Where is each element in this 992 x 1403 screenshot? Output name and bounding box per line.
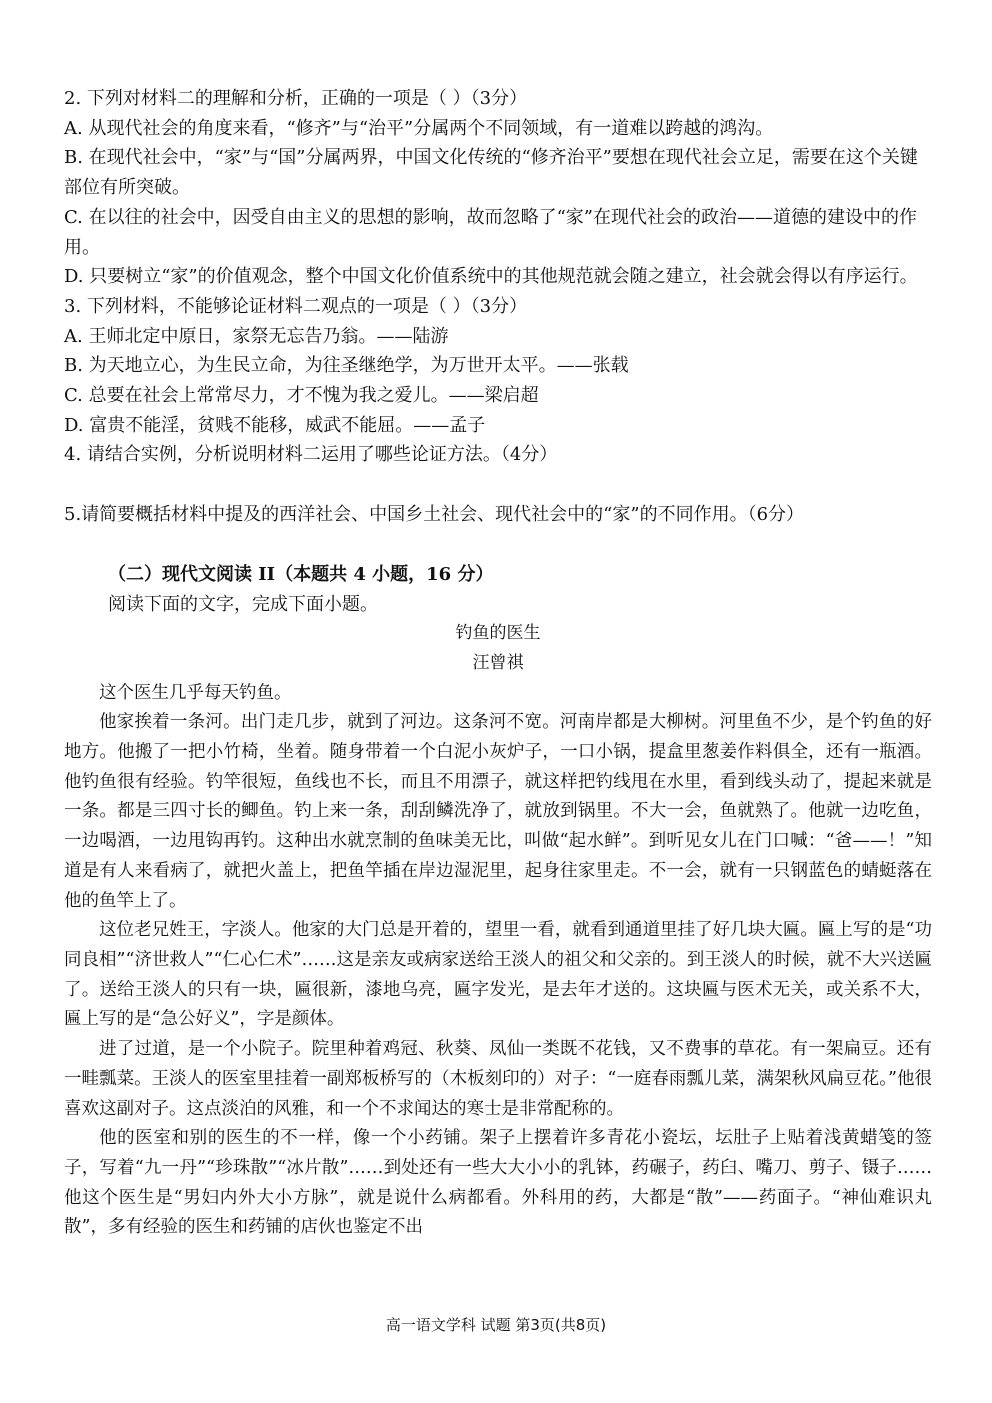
q2-option-a: A. 从现代社会的角度来看，“修齐”与“治平”分属两个不同领域，有一道难以跨越的鸿沟。 (64, 117, 774, 139)
story-title: 钓鱼的医生 (455, 623, 541, 644)
story-paragraph: 他家挨着一条河。出门走几步，就到了河边。这条河不宽。河南岸都是大柳树。河里鱼不少，是个钓鱼的好地方。他搬了一把小竹椅，坐着。随身带着一个白泥小灰炉子，一口小锅，提盒里葱姜作料俱全，还有一瓶酒。他钓鱼很有经验。钓竿很短，鱼线也不长，而且不用漂子，就这样把钓线甩在水里，看到线头动了，提起来就是一条。都是三四寸长的鲫鱼。钓上来一条，刮刮鳞洗净了，就放到锅里。不大一会，鱼就熟了。他就一边吃鱼，一边喝酒，一边甩钩再钓。这种出水就烹制的鱼味美无比，叫做“起水鲜”。到听见女儿在门口喊：“爸——！”知道是有人来看病了，就把火盖上，把鱼竿插在岸边湿泥里，起身往家里走。不一会，就有一只钢蓝色的蜻蜓落在他的鱼竿上了。 (64, 712, 932, 911)
q2-option-c: C. 在以往的社会中，因受自由主义的思想的影响，故而忽略了“家”在现代社会的政治——道德的建设中的作用。 (64, 206, 917, 258)
story-paragraph: 这个医生几乎每天钓鱼。 (99, 682, 292, 703)
story-paragraph: 这位老兄姓王，字淡人。他家的大门总是开着的，望里一看，就看到通道里挂了好几块大匾。匾上写的是“功同良相”“济世救人”“仁心仁术”……这是亲友或病家送给王淡人的祖父和父亲的。到王淡人的时候，就不大兴送匾了。送给王淡人的只有一块，匾很新，漆地乌亮，匾字发光，是去年才送的。这块匾与医术无关，或关系不大，匾上写的是“急公好义”，字是颜体。 (64, 920, 932, 1030)
q3-option-d: D. 富贵不能淫，贫贱不能移，威武不能屈。——孟子 (64, 414, 486, 436)
q3-option-a: A. 王师北定中原日，家祭无忘告乃翁。——陆游 (64, 325, 449, 347)
q5-stem: 5.请简要概括材料中提及的西洋社会、中国乡土社会、现代社会中的“家”的不同作用。（6分） (64, 504, 805, 526)
q3-option-c: C. 总要在社会上常常尽力，才不愧为我之爱儿。——梁启超 (64, 385, 539, 407)
section-instruction: 阅读下面的文字，完成下面小题。 (108, 593, 378, 615)
exam-page (64, 84, 932, 1243)
q2-option-d: D. 只要树立“家”的价值观念，整个中国文化价值系统中的其他规范就会随之建立，社会就会得以有序运行。 (64, 266, 918, 288)
section-title: （二）现代文阅读 II（本题共 4 小题，16 分） (108, 563, 494, 585)
story-body (64, 679, 932, 1243)
q2-stem: 2. 下列对材料二的理解和分析，正确的一项是（ ）（3分） (64, 88, 528, 109)
story-paragraph: 他的医室和别的医生的不一样，像一个小药铺。架子上摆着许多青花小瓷坛，坛肚子上贴着浅黄蜡笺的签子，写着“九一丹”“珍珠散”“冰片散”……到处还有一些大大小小的乳钵，药碾子，药臼、嘴刀、剪子、镊子……他这个医生是“男妇内外大小方脉”，就是说什么病都看。外科用的药，大都是“散”——药面子。“神仙难识丸散”，多有经验的医生和药铺的店伙也鉴定不出 (64, 1128, 932, 1238)
story-author: 汪曾祺 (472, 652, 524, 673)
q4-stem: 4. 请结合实例，分析说明材料二运用了哪些论证方法。（4分） (64, 444, 558, 466)
q3-option-b: B. 为天地立心，为生民立命，为往圣继绝学，为万世开太平。——张载 (64, 355, 629, 377)
story-paragraph: 进了过道，是一个小院子。院里种着鸡冠、秋葵、凤仙一类既不花钱，又不费事的草花。有一架扁豆。还有一畦瓢菜。王淡人的医室里挂着一副郑板桥写的（木板刻印的）对子：“一庭春雨瓢儿菜，满架秋风扁豆花。”他很喜欢这副对子。这点淡泊的风雅，和一个不求闻达的寒士是非常配称的。 (64, 1039, 932, 1119)
q2-option-b: B. 在现代社会中，“家”与“国”分属两界，中国文化传统的“修齐治平”要想在现代社会立足，需要在这个关键部位有所突破。 (64, 147, 918, 199)
page-footer: 高一语文学科 试题 第3页(共8页) (385, 1316, 607, 1334)
q3-stem: 3. 下列材料，不能够论证材料二观点的一项是（ ）（3分） (64, 295, 528, 317)
